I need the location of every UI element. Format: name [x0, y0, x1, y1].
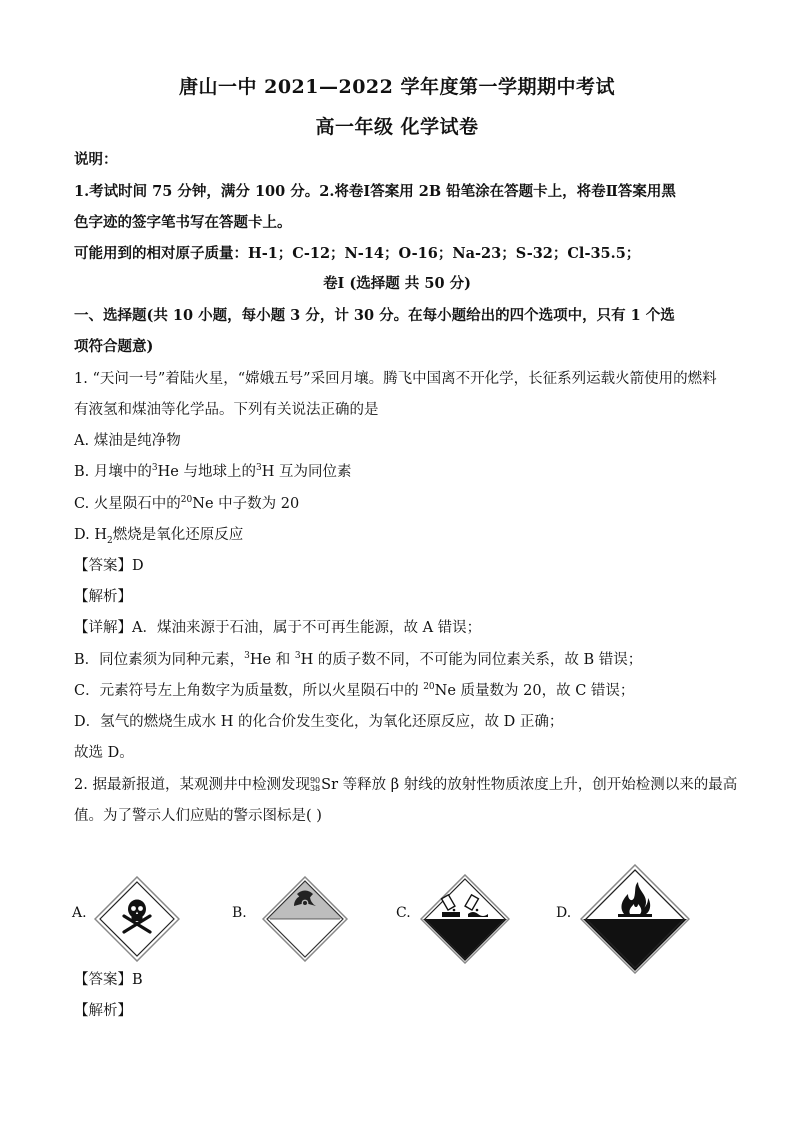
q1-conclusion: 故选 D。 — [74, 745, 134, 761]
q2-option-b-label: B. — [232, 905, 247, 921]
q1-option-d: D. $H_2$燃烧是氧化还原反应 — [74, 527, 244, 546]
notes-line-1: 1.考试时间 75 分钟，满分 100 分。2.将卷Ⅰ答案用 2B 铅笔涂在答题卡上，将卷Ⅱ答案用黑 — [74, 183, 676, 200]
isotope-notation: 90 38 — [309, 776, 321, 793]
q2-option-a-label: A. — [72, 905, 87, 921]
q2-stem-line-2: 值。为了警示人们应贴的警示图标是( ) — [74, 808, 322, 824]
notes-line-2: 色字迹的签字笔书写在答题卡上。 — [74, 214, 292, 231]
page-title: 唐山一中 2021—2022 学年度第一学期期中考试 — [179, 76, 615, 98]
q1-option-b: B. 月壤中的$^3$He 与地球上的$^3$H 互为同位素 — [74, 463, 352, 480]
corrosive-icon — [420, 874, 510, 964]
section1-line-2: 项符合题意) — [74, 338, 154, 355]
q1-stem-line-2: 有液氢和煤油等化学品。下列有关说法正确的是 — [74, 402, 379, 418]
q1-detail-b: B．同位素须为同种元素，$^3$He 和 $^3$H 的质子数不同，不可能为同位素关系，故 B 错误； — [74, 651, 643, 668]
q1-stem-line-1: 1. “天问一号”着陆火星，“嫦娥五号”采回月壤。腾飞中国离不开化学，长征系列运载火箭使用的燃料 — [74, 371, 717, 387]
atomic-masses: 可能用到的相对原子质量：H-1；C-12；N-14；O-16；Na-23；S-32；Cl-35.5； — [74, 245, 641, 262]
q1-analysis-label: 【解析】 — [74, 589, 132, 605]
section1-line-1: 一、选择题(共 10 小题，每小题 3 分，计 30 分。在每小题给出的四个选项中，只有 1 个选 — [74, 307, 675, 324]
q2-option-d-label: D. — [556, 905, 572, 921]
flammable-icon — [580, 864, 690, 974]
notes-label: 说明： — [74, 151, 118, 168]
volume1-header: 卷Ⅰ (选择题 共 50 分) — [323, 275, 471, 292]
q2-analysis-label: 【解析】 — [74, 1003, 132, 1019]
q2-answer: 【答案】B — [74, 972, 143, 988]
radioactive-icon — [262, 876, 348, 962]
q1-detail-a: 【详解】A．煤油来源于石油，属于不可再生能源，故 A 错误； — [74, 620, 482, 636]
q1-detail-d: D．氢气的燃烧生成水 H 的化合价发生变化，为氧化还原反应，故 D 正确； — [74, 714, 564, 730]
q2-stem-line-1: 2. 据最新报道，某观测井中检测发现 90 38 Sr 等释放 β 射线的放射性物质浓度上升，创开始检测以来的最高 — [74, 776, 738, 793]
toxic-skull-icon — [94, 876, 180, 962]
page-subtitle: 高一年级 化学试卷 — [315, 116, 479, 138]
q1-detail-c: C．元素符号左上角数字为质量数，所以火星陨石中的 $^{20}$Ne 质量数为 20，故 C 错误； — [74, 682, 635, 699]
q1-option-a: A. 煤油是纯净物 — [74, 433, 181, 449]
q1-answer: 【答案】D — [74, 558, 144, 574]
q2-option-c-label: C. — [396, 905, 411, 921]
q1-option-c: C. 火星陨石中的$^{20}$Ne 中子数为 20 — [74, 495, 300, 512]
